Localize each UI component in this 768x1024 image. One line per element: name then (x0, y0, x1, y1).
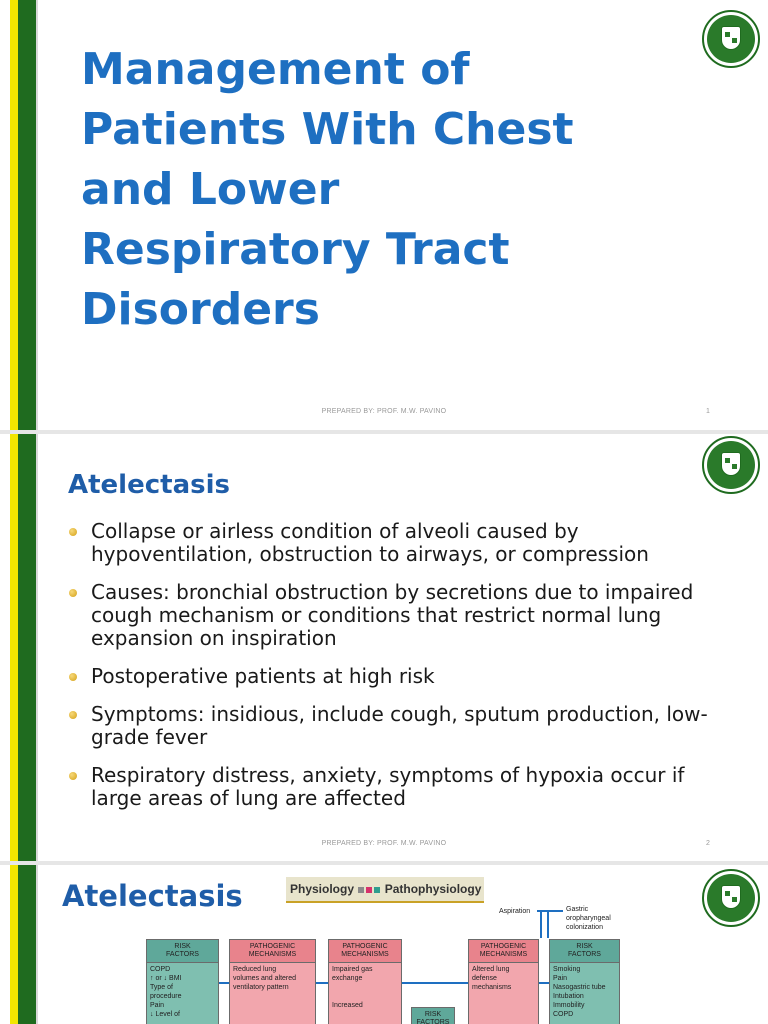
list-item (68, 703, 718, 749)
legend-physiology: Physiology (290, 882, 355, 896)
slide-atelectasis-text (0, 434, 768, 861)
bullet-dot-icon (69, 673, 77, 681)
bullet-dot-icon (69, 711, 77, 719)
bullet-text: Symptoms: insidious, include cough, sputum production, low-grade fever (91, 702, 708, 749)
side-stripes (0, 865, 40, 1024)
box-body: Impaired gas exchange Increased (332, 966, 373, 1009)
pathogenic-mechanisms-box (468, 939, 539, 1024)
box-header: RISK FACTORS (550, 940, 619, 963)
box-header: PATHOGENIC MECHANISMS (329, 940, 401, 963)
slide-title-text (81, 40, 681, 340)
bullet-dot-icon (69, 528, 77, 536)
legend-box (286, 877, 484, 903)
bullet-dot-icon (69, 589, 77, 597)
legend-square-icon (358, 887, 364, 893)
list-item (68, 520, 718, 566)
box-body: COPD ↑ or ↓ BMI Type of procedure Pain ↓ Level of (150, 966, 182, 1018)
college-seal-icon (702, 10, 760, 68)
page-number: 1 (706, 408, 710, 415)
box-header: RISK FACTORS (147, 940, 218, 963)
bullet-text: Causes: bronchial obstruction by secretions due to impaired cough mechanism or conditions that restrict normal lung expansion on inspiration (91, 580, 694, 650)
risk-factors-box (146, 939, 219, 1024)
slide-footer: PREPARED BY: PROF. M.W. PAVINO (321, 408, 447, 415)
bullet-text: Collapse or airless condition of alveoli caused by hypoventilation, obstruction to airways, or compression (91, 519, 649, 566)
pathogenic-mechanisms-box (328, 939, 402, 1024)
bullet-text: Respiratory distress, anxiety, symptoms of hypoxia occur if large areas of lung are affected (91, 763, 685, 810)
box-header: RISK FACTORS (412, 1008, 454, 1024)
box-body: Smoking Pain Nasogastric tube Intubation Immobility COPD (553, 966, 606, 1018)
college-seal-icon (702, 869, 760, 927)
gastric-label: Gastric oropharyngeal colonization (566, 906, 611, 931)
list-item (68, 764, 718, 810)
title-line: Patients With Chest (81, 104, 574, 155)
side-stripes (0, 0, 40, 430)
risk-factors-box (549, 939, 620, 1024)
title-line: Disorders (81, 284, 320, 335)
legend-pathophysiology: Pathophysiology (384, 882, 482, 896)
slide-title (0, 0, 768, 430)
box-body: Altered lung defense mechanisms (472, 966, 512, 991)
box-header: PATHOGENIC MECHANISMS (469, 940, 538, 963)
bullet-dot-icon (69, 772, 77, 780)
college-seal-icon (702, 436, 760, 494)
side-stripes (0, 434, 40, 861)
aspiration-label: Aspiration (499, 908, 531, 915)
page-number: 2 (706, 840, 710, 847)
legend-square-icon (374, 887, 380, 893)
box-header: PATHOGENIC MECHANISMS (230, 940, 315, 963)
title-line: and Lower (81, 164, 340, 215)
slide-footer: PREPARED BY: PROF. M.W. PAVINO (321, 840, 447, 847)
box-body: Reduced lung volumes and altered ventilatory pattern (233, 966, 297, 991)
slide-heading: Atelectasis (62, 879, 243, 913)
pathogenic-mechanisms-box (229, 939, 316, 1024)
risk-factors-box (411, 1007, 455, 1024)
list-item (68, 665, 718, 688)
title-line: Respiratory Tract (81, 224, 510, 275)
title-line: Management of (81, 44, 470, 95)
slide-heading: Atelectasis (68, 470, 230, 500)
bullet-list (68, 520, 718, 825)
bullet-text: Postoperative patients at high risk (91, 664, 435, 688)
legend-square-icon (366, 887, 372, 893)
slide-atelectasis-diagram (0, 865, 768, 1024)
list-item (68, 581, 718, 650)
